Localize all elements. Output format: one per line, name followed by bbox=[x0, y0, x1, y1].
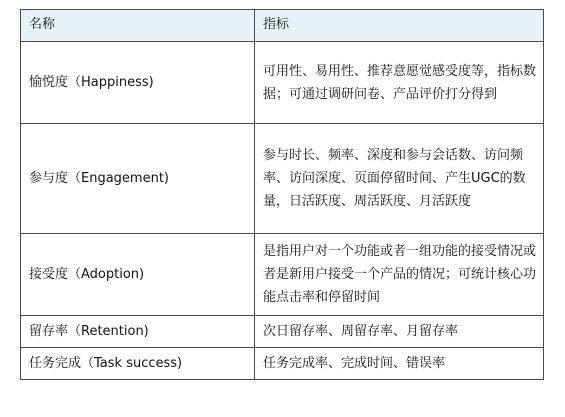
header-row bbox=[21, 10, 544, 42]
table-row bbox=[21, 348, 544, 380]
metrics-table bbox=[20, 9, 544, 380]
row-name: 参与度（Engagement) bbox=[21, 124, 255, 234]
row-metric: 可用性、易用性、推荐意愿觉感受度等，指标数据；可通过调研问卷、产品评价打分得到 bbox=[255, 42, 544, 124]
row-name: 任务完成（Task success) bbox=[21, 348, 255, 380]
row-metric: 是指用户对一个功能或者一组功能的接受情况或者是新用户接受一个产品的情况；可统计核心功能点击率和停留时间 bbox=[255, 234, 544, 316]
row-metric: 参与时长、频率、深度和参与会话数、访问频率、访问深度、页面停留时间、产生UGC的数量，日活跃度、周活跃度、月活跃度 bbox=[255, 124, 544, 234]
table-row bbox=[21, 124, 544, 234]
table-header bbox=[21, 10, 544, 42]
header-metric: 指标 bbox=[255, 10, 544, 42]
table-row bbox=[21, 316, 544, 348]
row-metric: 次日留存率、周留存率、月留存率 bbox=[255, 316, 544, 348]
row-name: 接受度（Adoption) bbox=[21, 234, 255, 316]
row-metric: 任务完成率、完成时间、错误率 bbox=[255, 348, 544, 380]
row-name: 愉悦度（Happiness) bbox=[21, 42, 255, 124]
table-row bbox=[21, 234, 544, 316]
table-body bbox=[21, 42, 544, 380]
header-name: 名称 bbox=[21, 10, 255, 42]
table-row bbox=[21, 42, 544, 124]
row-name: 留存率（Retention) bbox=[21, 316, 255, 348]
